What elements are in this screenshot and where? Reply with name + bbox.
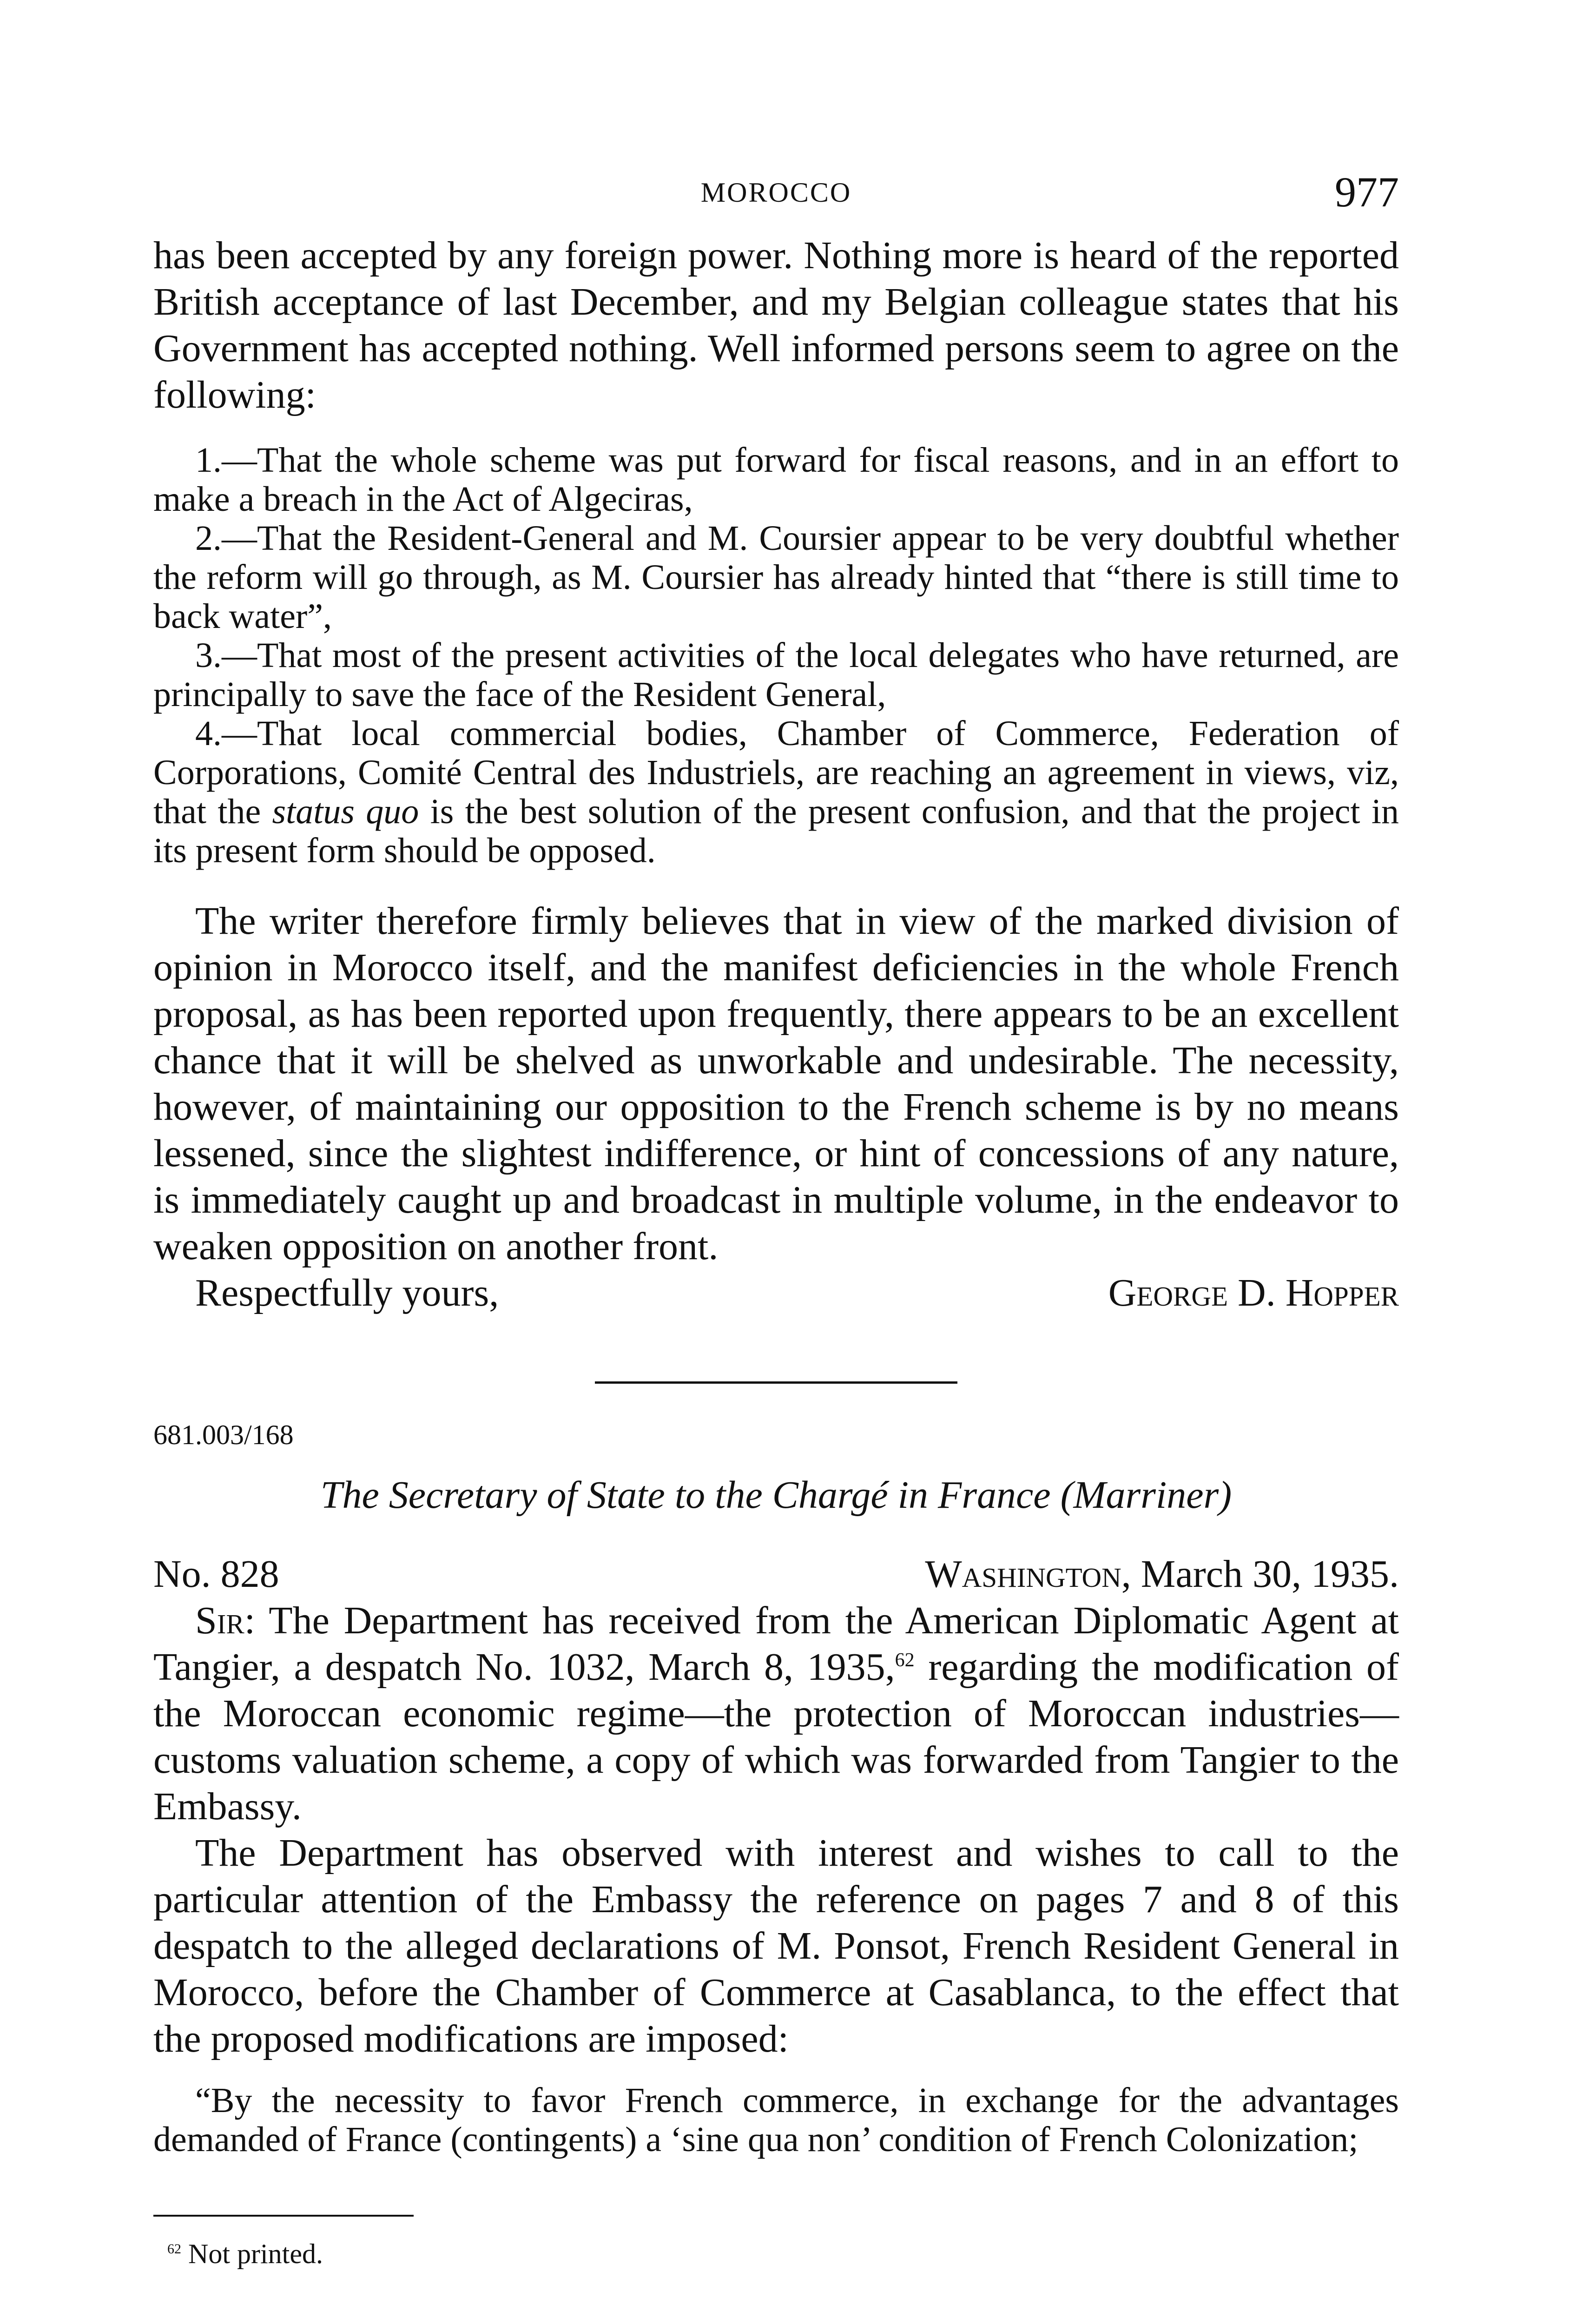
place: Washington xyxy=(925,1552,1121,1596)
letter-closing xyxy=(153,1270,1399,1316)
salutation: Sir xyxy=(195,1599,244,1642)
point-4-text-end: is the best solution of the present confusion, and that the project in its present form should be opposed. xyxy=(153,792,1399,870)
document-title xyxy=(153,1472,1399,1519)
opening-paragraph: has been accepted by any foreign power. Nothing more is heard of the reported British acceptance of last December, and my Belgian colleague states that his Government has accepted nothing. Well informed persons seem to agree on the following: xyxy=(153,234,1399,416)
closing-paragraph: The writer therefore firmly believes that in view of the marked division of opinion in Morocco itself, and the manifest deficiencies in the whole French proposal, as has been reported upon frequently, there appears to be an excellent chance that it will be shelved as unworkable and undesirable. The necessity, however, of maintaining our opposition to the French scheme is by no means lessened, since the slightest indifference, or hint of concessions of any nature, is immediately caught up and broadcast in multiple volume, in the endeavor to weaken opposition on another front. xyxy=(153,899,1399,1268)
complimentary-close: Respectfully yours, xyxy=(195,1271,499,1314)
body-paragraph-1 xyxy=(153,1598,1399,1830)
page-number: 977 xyxy=(1335,168,1399,216)
file-number: 681.003/168 xyxy=(153,1419,294,1450)
dateline xyxy=(153,1551,1399,1598)
section-divider xyxy=(595,1381,957,1384)
running-head: MOROCCO xyxy=(700,177,852,208)
footnote xyxy=(153,2235,1399,2272)
list-item-point-4 xyxy=(153,714,1399,870)
signature: George D. Hopper xyxy=(1108,1271,1399,1314)
footnote-rule xyxy=(153,2215,414,2217)
footnote-text: Not printed. xyxy=(181,2238,323,2269)
document-page xyxy=(153,167,1399,2272)
footnote-reference: 62 xyxy=(895,1650,915,1671)
list-item-point-3: 3.—That most of the present activities of the local delegates who have returned, are principally to save the face of the Resident General, xyxy=(153,636,1399,714)
point-4-text-start: 4.—That local commercial bodies, Chamber of Commerce, Federation of Corporations, Comité Central des Industriels, are reaching an agreement in views, viz, that the xyxy=(153,714,1399,831)
title-name: Marriner xyxy=(1073,1473,1219,1517)
page-header xyxy=(153,167,1399,218)
list-item-point-2: 2.—That the Resident-General and M. Coursier appear to be very doubtful whether the reform will go through, as M. Coursier has already hinted that “there is still time to back water”, xyxy=(153,519,1399,636)
points-list xyxy=(153,441,1399,870)
quotation: “By the necessity to favor French commerce, in exchange for the advantages demanded of France (contingents) a ‘sine qua non’ condition of French Colonization; xyxy=(153,2081,1399,2159)
list-item-point-1: 1.—That the whole scheme was put forward for fiscal reasons, and in an effort to make a breach in the Act of Algeciras, xyxy=(153,441,1399,519)
despatch-number: No. 828 xyxy=(153,1552,279,1596)
place-date xyxy=(925,1551,1399,1598)
date: , March 30, 1935. xyxy=(1121,1552,1399,1596)
title-main: The Secretary of State to the Chargé in France ( xyxy=(320,1473,1074,1517)
para-1-text-start: : The Department has received from the American Diplomatic Agent at Tangier, a despatch No. 1032, March 8, 1935, xyxy=(153,1599,1399,1689)
title-close: ) xyxy=(1219,1473,1232,1517)
footnote-number: 62 xyxy=(167,2241,181,2257)
status-quo-italic: status quo xyxy=(272,792,419,831)
para-1-text-end: regarding the modification of the Moroccan economic regime—the protection of Moroccan industries—customs valuation scheme, a copy of which was forwarded from Tangier to the Embassy. xyxy=(153,1645,1399,1828)
body-paragraph-2: The Department has observed with interest and wishes to call to the particular attention of the Embassy the reference on pages 7 and 8 of this despatch to the alleged declarations of M. Ponsot, French Resident General in Morocco, before the Chamber of Commerce at Casablanca, to the effect that the proposed modifications are imposed: xyxy=(153,1831,1399,2060)
